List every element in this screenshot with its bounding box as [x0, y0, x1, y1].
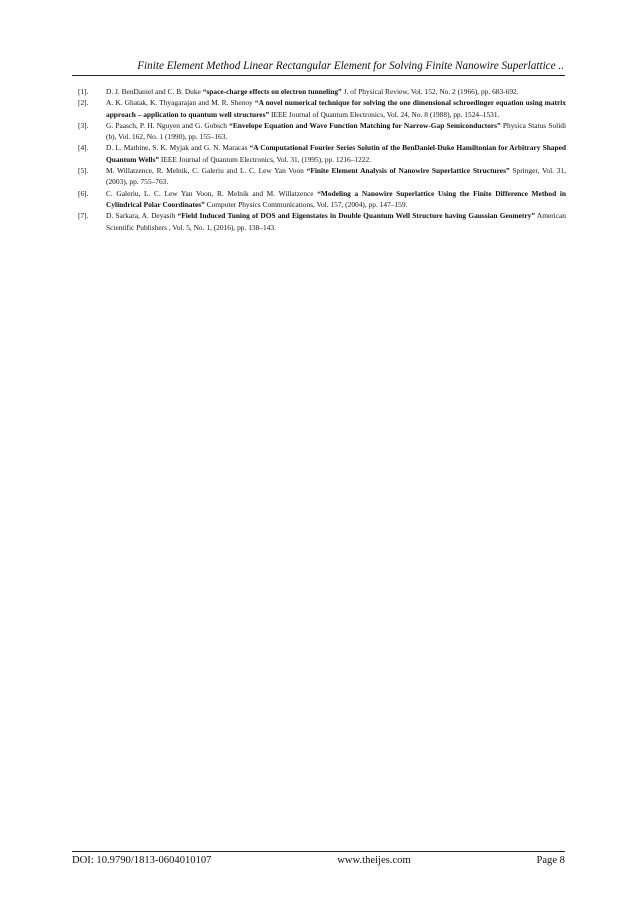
- open-quote: “: [317, 188, 321, 198]
- reference-authors: G. Paasch, P. H. Nguyen and G. Gobsch: [106, 120, 230, 130]
- reference-item: [78, 142, 566, 165]
- reference-item: [78, 165, 566, 188]
- reference-number: [2].: [78, 98, 89, 108]
- reference-number: [4].: [78, 143, 89, 153]
- reference-item: [78, 188, 566, 211]
- reference-source: J. of Physical Review, Vol. 152, No. 2 (1966), pp. 683-692.: [341, 87, 519, 96]
- close-quote: ”: [201, 199, 205, 209]
- close-quote: ”: [265, 109, 270, 119]
- reference-item: [78, 86, 566, 97]
- reference-item: [78, 210, 566, 233]
- reference-authors: C. Galeriu, L. C. Lew Yan Voon, R. Melnik and M. Willatzence: [106, 188, 318, 198]
- reference-text: [106, 97, 566, 120]
- reference-authors: D. J. BenDaniel and C. B. Duke: [106, 87, 203, 96]
- footer-website: www.theijes.com: [337, 855, 411, 866]
- reference-source: IEEE Journal of Quantum Electronics, Vol. 31, (1995), pp. 1216–1222.: [159, 154, 372, 164]
- reference-source: Springer, Vol. 31, (2003), pp. 755–763.: [106, 166, 566, 187]
- reference-source: American Scientific Publishers , Vol. 5, No. 1, (2016), pp. 138–143.: [106, 211, 566, 232]
- close-quote: ”: [338, 87, 342, 96]
- reference-text: [106, 165, 566, 188]
- reference-number: [7].: [78, 211, 89, 221]
- reference-title: space-charge effects on electron tunneling: [206, 87, 339, 96]
- reference-title: A Computational Fourier Series Solutin of the BenDaniel-Duke Hamiltonian for Arbitrary Shaped Quantum Wells: [106, 143, 566, 164]
- reference-source: Physica Status Solidi (b), Vol. 162, No. 1 (1990), pp. 155–163.: [106, 120, 567, 142]
- footer-doi: DOI: 10.9790/1813-0604010107: [72, 855, 212, 866]
- close-quote: ”: [505, 166, 510, 176]
- reference-authors: M. Willatzence, R. Melnik, C. Galeriu and L. C. Lew Yan Voon: [106, 166, 307, 176]
- reference-number: [5].: [78, 166, 89, 176]
- reference-title: Modeling a Nanowire Superlattice Using the Finite Difference Method in Cylindrical Polar Coordinates: [106, 188, 566, 209]
- running-header: Finite Element Method Linear Rectangular Element for Solving Finite Nanowire Superlattice ..: [137, 60, 564, 72]
- reference-list: [78, 86, 566, 233]
- footer: [72, 855, 565, 866]
- footer-divider: [72, 851, 565, 852]
- reference-item: [78, 97, 566, 120]
- reference-title: Field Induced Tuning of DOS and Eigenstates in Double Quantum Well Structure having Gaussian Geometry: [181, 211, 532, 221]
- reference-source: Computer Physics Communications, Vol. 157, (2004), pp. 147–159.: [204, 199, 408, 209]
- close-quote: ”: [155, 154, 160, 164]
- open-quote: “: [254, 98, 259, 108]
- reference-title: Envelope Equation and Wave Function Matching for Narrow-Gap Semiconductors: [232, 120, 498, 130]
- reference-item: [78, 120, 566, 143]
- reference-text: [106, 142, 566, 165]
- reference-number: [1].: [78, 87, 89, 96]
- reference-text: [106, 120, 566, 143]
- reference-number: [6].: [78, 188, 89, 198]
- reference-authors: D. L. Mathine, S. K. Myjak and G. N. Maracas: [106, 143, 250, 153]
- open-quote: “: [177, 211, 182, 221]
- reference-title: A novel numerical technique for solving the one dimensional schroedinger equation using matrix approach – application to quantum well structures: [106, 98, 567, 119]
- footer-page-number: Page 8: [536, 855, 565, 866]
- reference-text: [106, 210, 566, 233]
- reference-text: [106, 86, 566, 97]
- reference-text: [106, 188, 566, 211]
- open-quote: “: [229, 120, 233, 130]
- open-quote: “: [249, 143, 254, 153]
- reference-source: IEEE Journal of Quantum Electronics, Vol. 24, No. 8 (1988), pp. 1524–1531.: [269, 109, 500, 119]
- reference-authors: A. K. Ghatak, K. Thyagarajan and M. R. Shenoy: [106, 98, 255, 108]
- reference-title: Finite Element Analysis of Nanowire Superlattice Structures: [310, 166, 506, 176]
- header-divider: [72, 75, 565, 76]
- reference-number: [3].: [78, 120, 89, 130]
- close-quote: ”: [531, 211, 536, 221]
- close-quote: ”: [497, 120, 501, 130]
- reference-authors: D. Sarkara, A. Deyasib: [106, 211, 178, 221]
- open-quote: “: [202, 87, 207, 96]
- open-quote: “: [306, 166, 311, 176]
